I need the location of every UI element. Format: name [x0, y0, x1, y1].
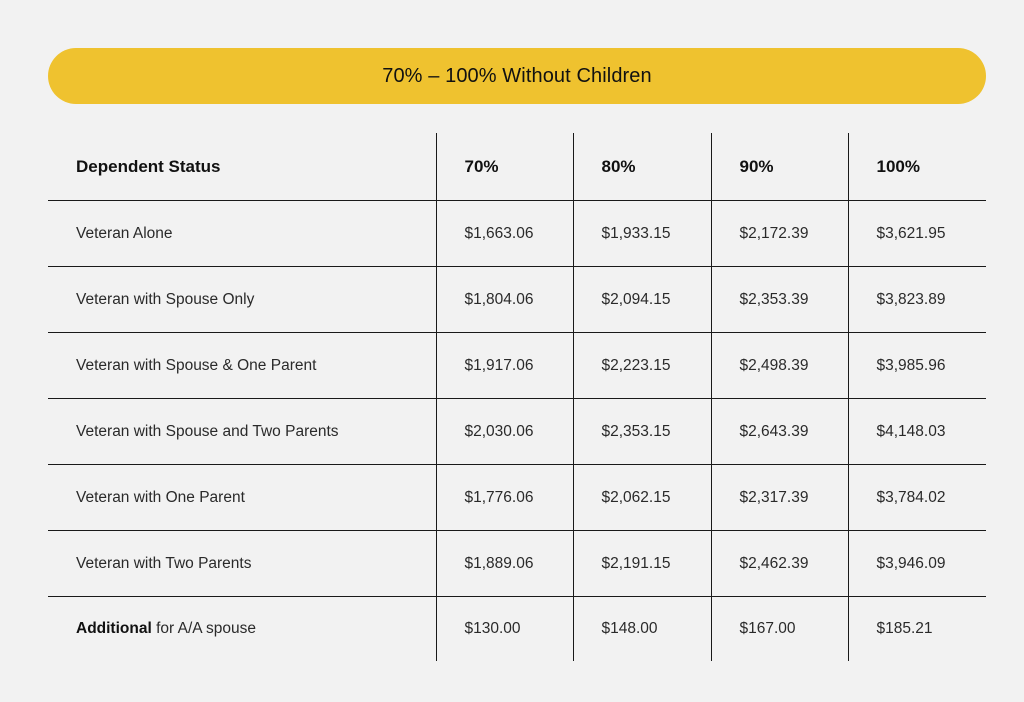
header-90-percent: 90% — [711, 133, 848, 201]
rate-90: $2,317.39 — [711, 465, 848, 531]
table-row — [48, 267, 986, 333]
rate-100: $185.21 — [848, 597, 986, 662]
header-100-percent: 100% — [848, 133, 986, 201]
rate-80: $2,062.15 — [573, 465, 711, 531]
rate-100: $3,985.96 — [848, 333, 986, 399]
rate-70: $1,804.06 — [436, 267, 573, 333]
rate-100: $4,148.03 — [848, 399, 986, 465]
header-80-percent: 80% — [573, 133, 711, 201]
rate-70: $1,889.06 — [436, 531, 573, 597]
rate-80: $2,191.15 — [573, 531, 711, 597]
rate-90: $2,643.39 — [711, 399, 848, 465]
table-row — [48, 465, 986, 531]
rate-80: $2,353.15 — [573, 399, 711, 465]
banner-title: 70% – 100% Without Children — [382, 64, 652, 87]
rate-70: $130.00 — [436, 597, 573, 662]
row-status: Veteran with Two Parents — [48, 531, 436, 597]
table-row — [48, 399, 986, 465]
rate-70: $1,663.06 — [436, 201, 573, 267]
rate-90: $2,172.39 — [711, 201, 848, 267]
rate-80: $2,223.15 — [573, 333, 711, 399]
rate-80: $148.00 — [573, 597, 711, 662]
row-status — [48, 597, 436, 662]
rate-90: $167.00 — [711, 597, 848, 662]
table-row — [48, 531, 986, 597]
rate-90: $2,462.39 — [711, 531, 848, 597]
additional-label: Additional — [76, 620, 152, 637]
rate-100: $3,823.89 — [848, 267, 986, 333]
row-status: Veteran Alone — [76, 224, 173, 242]
additional-label-rest: for A/A spouse — [151, 620, 257, 637]
rate-80: $1,933.15 — [573, 201, 711, 267]
rate-80: $2,094.15 — [573, 267, 711, 333]
table-row — [48, 333, 986, 399]
rate-100: $3,621.95 — [848, 201, 986, 267]
rate-70: $2,030.06 — [436, 399, 573, 465]
rate-90: $2,353.39 — [711, 267, 848, 333]
row-status: Veteran with Spouse & One Parent — [48, 333, 436, 399]
rate-90: $2,498.39 — [711, 333, 848, 399]
rate-70: $1,776.06 — [436, 465, 573, 531]
row-status: Veteran with One Parent — [48, 465, 436, 531]
rate-100: $3,946.09 — [848, 531, 986, 597]
header-70-percent: 70% — [436, 133, 573, 201]
additional-spouse-row — [48, 597, 986, 662]
rate-70: $1,917.06 — [436, 333, 573, 399]
row-status: Veteran with Spouse and Two Parents — [48, 399, 436, 465]
title-banner — [48, 48, 986, 104]
compensation-rate-table — [48, 133, 986, 661]
row-status: Veteran with Spouse Only — [48, 267, 436, 333]
rate-100: $3,784.02 — [848, 465, 986, 531]
header-dependent-status: Dependent Status — [48, 133, 436, 201]
table-row — [48, 201, 986, 267]
table-header-row — [48, 133, 986, 201]
